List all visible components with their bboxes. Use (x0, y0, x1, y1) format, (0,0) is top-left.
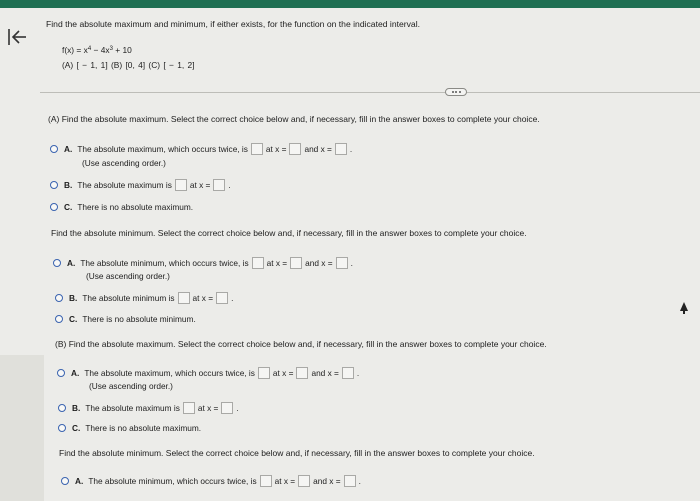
option-letter: C. (69, 314, 78, 324)
option-text: The absolute maximum, which occurs twice, is (84, 368, 255, 378)
radio-button[interactable] (50, 145, 58, 153)
at-x-label: at x = (266, 258, 288, 268)
period: . (356, 368, 360, 378)
radio-button[interactable] (50, 203, 58, 211)
question-b-maximum: (B) Find the absolute maximum. Select the correct choice below and, if necessary, fill in the answer boxes to complete your choice. (55, 339, 547, 349)
ascending-order-note: (Use ascending order.) (82, 158, 166, 168)
function-definition (62, 45, 132, 55)
answer-box-value[interactable] (251, 143, 263, 155)
top-color-bar (0, 0, 700, 8)
answer-box-x[interactable] (221, 402, 233, 414)
left-panel-shade (0, 355, 44, 501)
option-text: The absolute maximum is (85, 403, 180, 413)
option-letter: A. (67, 258, 76, 268)
mouse-cursor-tail (683, 310, 685, 314)
choice-a-min-option-b[interactable] (55, 292, 233, 304)
choice-a-min-option-a[interactable] (53, 257, 353, 269)
option-text: The absolute minimum, which occurs twice, is (80, 258, 249, 268)
answer-box-x2[interactable] (342, 367, 354, 379)
at-x-label: at x = (189, 180, 211, 190)
option-text: The absolute minimum, which occurs twice, is (88, 476, 257, 486)
option-text: There is no absolute minimum. (82, 314, 196, 324)
option-letter: A. (71, 368, 80, 378)
answer-box-x1[interactable] (298, 475, 310, 487)
option-text: There is no absolute maximum. (85, 423, 202, 433)
answer-box-value[interactable] (258, 367, 270, 379)
option-letter: A. (75, 476, 84, 486)
answer-box-value[interactable] (252, 257, 264, 269)
choice-b-max-option-b[interactable] (58, 402, 239, 414)
question-a-maximum: (A) Find the absolute maximum. Select the correct choice below and, if necessary, fill in the answer boxes to complete your choice. (48, 114, 540, 124)
radio-button[interactable] (58, 404, 66, 412)
option-text: There is no absolute maximum. (77, 202, 194, 212)
radio-button[interactable] (61, 477, 69, 485)
answer-box-x1[interactable] (290, 257, 302, 269)
and-x-label: and x = (313, 476, 341, 486)
option-letter: C. (64, 202, 73, 212)
answer-box-value[interactable] (260, 475, 272, 487)
function-mid: − 4x (91, 45, 110, 55)
answer-box-x2[interactable] (335, 143, 347, 155)
period: . (358, 476, 361, 486)
at-x-label: at x = (272, 368, 294, 378)
answer-box-x[interactable] (216, 292, 228, 304)
option-text: The absolute minimum is (82, 293, 175, 303)
option-text: The absolute maximum is (77, 180, 172, 190)
ascending-order-note: (Use ascending order.) (86, 271, 170, 281)
question-a-minimum: Find the absolute minimum. Select the correct choice below and, if necessary, fill in the answer boxes to complete your choice. (51, 228, 527, 238)
radio-button[interactable] (58, 424, 66, 432)
function-exponent-4: 4 (87, 46, 92, 52)
choice-a-max-option-a[interactable] (50, 143, 352, 155)
choice-a-max-option-c[interactable] (50, 202, 193, 212)
ascending-order-note: (Use ascending order.) (89, 381, 173, 391)
option-letter: B. (72, 403, 81, 413)
answer-box-x2[interactable] (344, 475, 356, 487)
section-divider (40, 92, 700, 93)
answer-box-x1[interactable] (296, 367, 308, 379)
problem-prompt: Find the absolute maximum and minimum, if either exists, for the function on the indicated interval. (46, 19, 421, 29)
function-tail: + 10 (112, 45, 132, 55)
function-lhs: f(x) = x (62, 45, 88, 55)
choice-a-min-option-c[interactable] (55, 314, 196, 324)
and-x-label: and x = (311, 368, 339, 378)
question-b-minimum: Find the absolute minimum. Select the correct choice below and, if necessary, fill in the answer boxes to complete your choice. (59, 448, 535, 458)
option-letter: B. (69, 293, 78, 303)
more-options-icon[interactable] (445, 88, 467, 96)
at-x-label: at x = (265, 144, 287, 154)
period: . (350, 258, 353, 268)
choice-a-max-option-b[interactable] (50, 179, 231, 191)
back-arrow-icon[interactable] (6, 26, 28, 48)
answer-box-value[interactable] (175, 179, 187, 191)
choice-b-max-option-a[interactable] (57, 367, 359, 379)
radio-button[interactable] (57, 369, 65, 377)
radio-button[interactable] (50, 181, 58, 189)
at-x-label: at x = (274, 476, 296, 486)
answer-box-value[interactable] (183, 402, 195, 414)
and-x-label: and x = (305, 258, 333, 268)
answer-box-value[interactable] (178, 292, 190, 304)
choice-b-min-option-a[interactable] (61, 475, 361, 487)
radio-button[interactable] (55, 315, 63, 323)
interval-list: (A) [ − 1, 1] (B) [0, 4] (C) [ − 1, 2] (62, 60, 195, 70)
option-letter: B. (64, 180, 73, 190)
period: . (236, 403, 239, 413)
at-x-label: at x = (197, 403, 219, 413)
and-x-label: and x = (304, 144, 332, 154)
option-text: The absolute maximum, which occurs twice, is (77, 144, 248, 154)
function-exponent-3: 3 (109, 46, 113, 52)
answer-box-x1[interactable] (289, 143, 301, 155)
option-letter: C. (72, 423, 81, 433)
period: . (349, 144, 353, 154)
at-x-label: at x = (192, 293, 214, 303)
radio-button[interactable] (55, 294, 63, 302)
radio-button[interactable] (53, 259, 61, 267)
answer-box-x[interactable] (213, 179, 225, 191)
period: . (231, 293, 234, 303)
period: . (228, 180, 231, 190)
answer-box-x2[interactable] (336, 257, 348, 269)
option-letter: A. (64, 144, 73, 154)
choice-b-max-option-c[interactable] (58, 423, 201, 433)
